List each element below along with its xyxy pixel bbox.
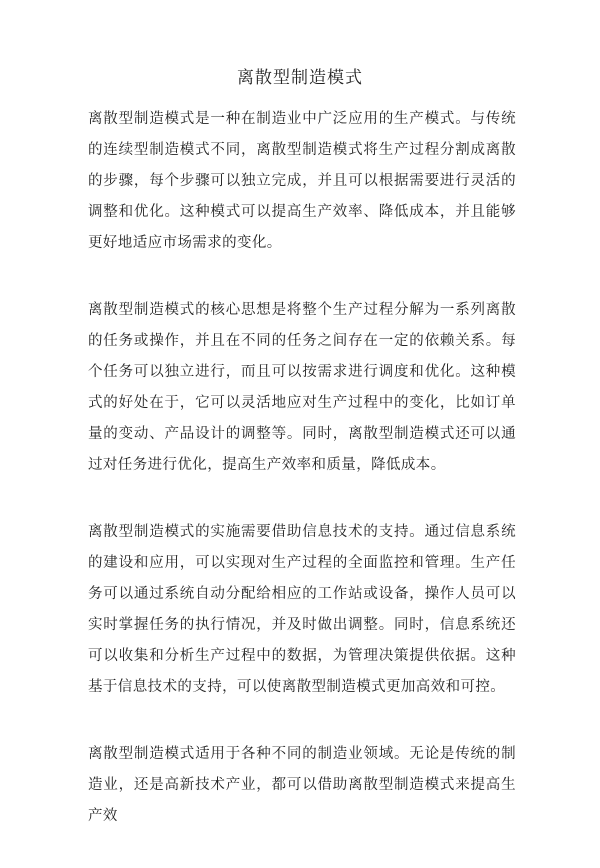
paragraph-3: 离散型制造模式的实施需要借助信息技术的支持。通过信息系统的建设和应用，可以实现对生产过程的全面监控和管理。生产任务可以通过系统自动分配给相应的工作站或设备，操作人员可以实时掌握任务的执行情况，并及时做出调整。同时，信息系统还可以收集和分析生产过程中的数据，为管理决策提供依据。这种基于信息技术的支持，可以使离散型制造模式更加高效和可控。 xyxy=(88,524,516,695)
document-body xyxy=(88,104,516,868)
paragraph-4: 离散型制造模式适用于各种不同的制造业领域。无论是传统的制造业，还是高新技术产业，都可以借助离散型制造模式来提高生产效 xyxy=(88,746,516,824)
document-title: 离散型制造模式 xyxy=(237,68,363,88)
paragraph-2: 离散型制造模式的核心思想是将整个生产过程分解为一系列离散的任务或操作，并且在不同的任务之间存在一定的依赖关系。每个任务可以独立进行，而且可以按需求进行调度和优化。这种模式的好处在于，它可以灵活地应对生产过程中的变化，比如订单量的变动、产品设计的调整等。同时，离散型制造模式还可以通过对任务进行优化，提高生产效率和质量，降低成本。 xyxy=(88,302,516,473)
paragraph-1: 离散型制造模式是一种在制造业中广泛应用的生产模式。与传统的连续型制造模式不同，离散型制造模式将生产过程分割成离散的步骤，每个步骤可以独立完成，并且可以根据需要进行灵活的调整和优化。这种模式可以提高生产效率、降低成本，并且能够更好地适应市场需求的变化。 xyxy=(88,111,516,251)
